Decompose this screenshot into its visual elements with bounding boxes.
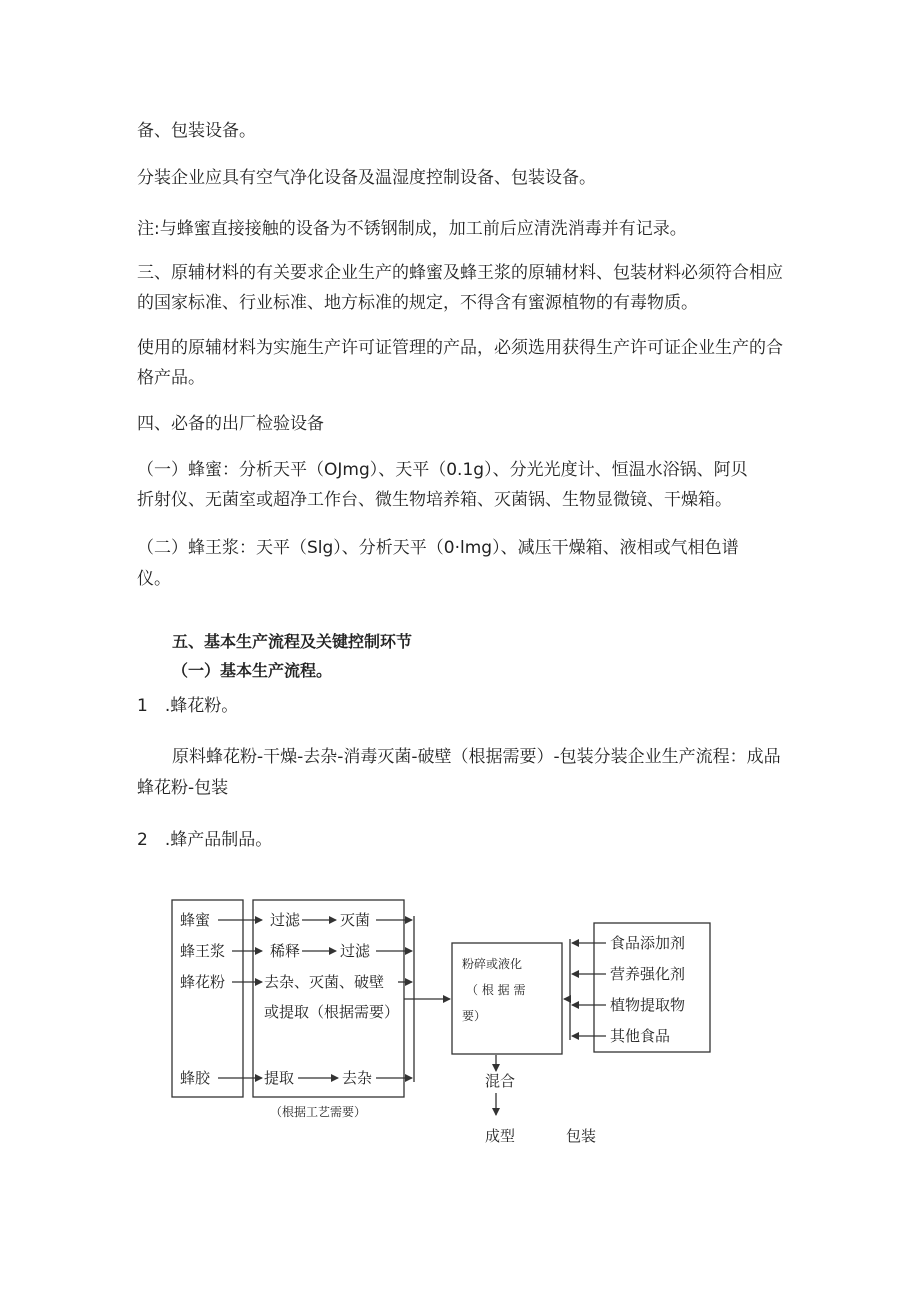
subsection-heading: （一）基本生产流程。 (172, 661, 333, 680)
text-line-18: 2 .蜂产品制品。 (137, 830, 273, 850)
raw-material-honey: 蜂蜜 (180, 911, 211, 929)
additive-plant-extract: 植物提取物 (610, 996, 686, 1014)
raw-material-royal-jelly: 蜂王浆 (180, 942, 226, 960)
raw-materials-box (172, 900, 243, 1097)
process-filter-2: 过滤 (340, 942, 371, 960)
text-line-1: 备、包装设备。 (137, 121, 256, 141)
center-line2: （ 根 据 需 (466, 983, 526, 997)
process-pollen-line2: 或提取（根据需要） (264, 1003, 400, 1021)
process-remove-impurity: 去杂 (342, 1069, 373, 1087)
step-pack: 包装 (566, 1127, 597, 1145)
process-sterilize: 灭菌 (340, 911, 371, 929)
text-line-12: 仪。 (137, 569, 171, 589)
raw-material-propolis: 蜂胶 (180, 1069, 211, 1087)
text-line-4: 三、原辅材料的有关要求企业生产的蜂蜜及蜂王浆的原辅材料、包装材料必须符合相应 (137, 263, 783, 283)
additive-nutrition-fortifier: 营养强化剂 (610, 965, 686, 983)
text-line-3: 注:与蜂蜜直接接触的设备为不锈钢制成，加工前后应清洗消毒并有记录。 (137, 219, 687, 239)
text-line-9: （一）蜂蜜：分析天平（OJmg）、天平（0.1g）、分光光度计、恒温水浴锅、阿贝 (137, 460, 748, 480)
text-line-7: 格产品。 (137, 368, 205, 388)
process-pollen-line1: 去杂、灭菌、破壁 (264, 973, 385, 991)
text-line-2: 分装企业应具有空气净化设备及温湿度控制设备、包装设备。 (137, 168, 596, 188)
text-line-10: 折射仪、无菌室或超净工作台、微生物培养箱、灭菌锅、生物显微镜、干燥箱。 (137, 490, 732, 510)
section-heading: 五、基本生产流程及关键控制环节 (172, 632, 413, 651)
step-form: 成型 (485, 1127, 516, 1145)
text-line-6: 使用的原辅材料为实施生产许可证管理的产品，必须选用获得生产许可证企业生产的合 (137, 338, 783, 358)
center-line3: 要） (462, 1009, 487, 1023)
process-filter: 过滤 (270, 911, 301, 929)
text-line-17: 蜂花粉-包装 (137, 778, 229, 798)
additive-food-additive: 食品添加剂 (610, 934, 686, 952)
center-line1: 粉碎或液化 (462, 957, 523, 971)
process-dilute: 稀释 (270, 942, 301, 960)
process-box (253, 900, 404, 1097)
process-note: （根据工艺需要） (270, 1105, 367, 1119)
raw-material-bee-pollen: 蜂花粉 (180, 973, 226, 991)
text-line-8: 四、必备的出厂检验设备 (137, 414, 324, 434)
additive-other-food: 其他食品 (610, 1027, 671, 1045)
text-line-16: 原料蜂花粉-干燥-去杂-消毒灭菌-破壁（根据需要）-包装分装企业生产流程：成品 (172, 747, 781, 767)
text-line-15: 1 .蜂花粉。 (137, 696, 239, 716)
process-extract: 提取 (264, 1069, 295, 1087)
text-line-5: 的国家标准、行业标准、地方标准的规定，不得含有蜜源植物的有毒物质。 (137, 293, 698, 313)
step-mix: 混合 (485, 1072, 516, 1090)
text-line-11: （二）蜂王浆：天平（Slg）、分析天平（0·lmg）、减压干燥箱、液相或气相色谱 (137, 538, 739, 558)
